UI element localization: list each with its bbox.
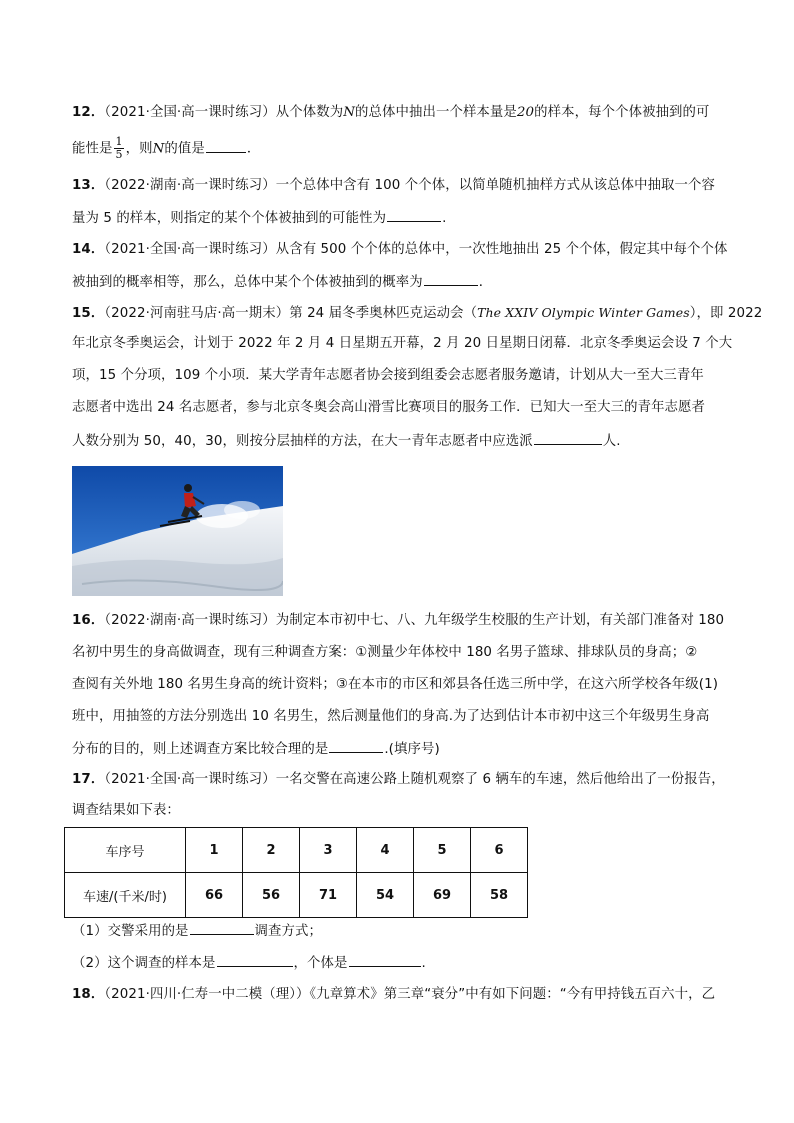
q16-answer-blank[interactable]	[329, 738, 383, 753]
q12-line2	[72, 136, 732, 163]
q18-number: 18．	[72, 987, 105, 1002]
q17-line1	[72, 770, 732, 790]
table-row	[65, 873, 528, 918]
q15-answer-blank[interactable]	[534, 430, 602, 445]
q17-text: 一名交警在高速公路上随机观察了 6 辆车的车速，然后他给出了一份报告，	[275, 772, 725, 787]
q12-answer-blank[interactable]	[206, 138, 246, 153]
q15-text: 人.	[602, 434, 621, 449]
table-header-cell: 车速/(千米/时)	[65, 873, 186, 918]
q16-text: 查阅有关外地 180 名男生身高的统计资料；③在本市的市区和郊县各任选三所中学，在这六所学校各年级(1)	[72, 677, 719, 692]
table-cell: 5	[414, 828, 471, 873]
q17-sub1	[72, 920, 732, 942]
q16-line2	[72, 643, 732, 663]
table-cell: 71	[300, 873, 357, 918]
q14-text: ．	[478, 275, 493, 290]
q13-line2	[72, 207, 732, 229]
q16-text: 分布的目的，则上述调查方案比较合理的是	[72, 742, 329, 757]
q17-text: ，个体是	[293, 956, 348, 971]
q13-text: 一个总体中含有 100 个个体，以简单随机抽样方式从该总体中抽取一个容	[275, 178, 716, 193]
q16-text: 名初中男生的身高做调查，现有三种调查方案：①测量少年体校中 180 名男子篮球、排球队员的身高；②	[72, 645, 698, 660]
q12-source: （2021·全国·高一课时练习）	[104, 105, 276, 120]
table-cell: 56	[243, 873, 300, 918]
fraction-denominator: 5	[115, 148, 123, 161]
q12-text: ．	[246, 141, 261, 157]
q12-text: 能性是	[72, 141, 113, 157]
q16-text: 为制定本市初中七、八、九年级学生校服的生产计划，有关部门准备对 180	[275, 613, 725, 628]
q17-text: .	[421, 956, 426, 971]
q14-text: 从含有 500 个个体的总体中，一次性地抽出 25 个个体，假定其中每个个体	[275, 242, 728, 257]
skier-image	[72, 466, 283, 596]
table-cell: 66	[186, 873, 243, 918]
q12-text: ，则	[125, 141, 153, 157]
q17-line2	[72, 801, 732, 821]
q12-text: 的样本，每个个体被抽到的可	[534, 105, 710, 120]
q15-text: ），即 2022	[689, 306, 763, 321]
q15-number: 15．	[72, 306, 105, 321]
table-header-cell: 车序号	[65, 828, 186, 873]
q15-text: 项，15 个分项，109 个小项．某大学青年志愿者协会接到组委会志愿者服务邀请，计划从大一至大三青年	[72, 368, 704, 383]
q17-sub1-blank[interactable]	[190, 920, 254, 935]
table-cell: 54	[357, 873, 414, 918]
q15-line1	[72, 303, 763, 324]
table-cell: 69	[414, 873, 471, 918]
q17-number: 17．	[72, 772, 105, 787]
q12-var: N	[343, 105, 356, 120]
q16-text: .(填序号)	[384, 742, 440, 757]
table-cell: 3	[300, 828, 357, 873]
q14-text: 被抽到的概率相等，那么，总体中某个个体被抽到的概率为	[72, 275, 423, 290]
q12-line1	[72, 103, 732, 123]
q12-text: 的值是	[164, 141, 205, 157]
q15-text: 人数分别为 50，40，30，则按分层抽样的方法，在大一青年志愿者中应选派	[72, 434, 533, 449]
q15-line3	[72, 366, 732, 386]
q18-source: （2021·四川·仁寿一中二模（理））	[104, 987, 310, 1002]
q14-answer-blank[interactable]	[424, 271, 478, 286]
q14-line1	[72, 240, 732, 260]
q12-text: 的总体中抽出一个样本量是	[355, 105, 517, 120]
table-cell: 4	[357, 828, 414, 873]
q15-line5	[72, 430, 732, 452]
table-row	[65, 828, 528, 873]
q12-number: 12．	[72, 105, 105, 120]
q18-text: 《九章算术》第三章“衰分”中有如下问题：“今有甲持钱五百六十，乙	[309, 987, 716, 1002]
q15-text: 年北京冬季奥运会，计划于 2022 年 2 月 4 日星期五开幕，2 月 20 日星期日闭幕．北京冬季奥运会设 7 个大	[72, 336, 733, 351]
q16-line1	[72, 611, 732, 631]
q17-source: （2021·全国·高一课时练习）	[104, 772, 276, 787]
q15-source: （2022·河南驻马店·高一期末）	[104, 306, 290, 321]
q15-text: 第 24 届冬季奥林匹克运动会（	[289, 306, 478, 321]
table-cell: 6	[471, 828, 528, 873]
q12-sample: 20	[516, 105, 535, 120]
q16-line4	[72, 707, 732, 727]
q18-line1	[72, 985, 732, 1005]
skier-photo	[72, 466, 283, 596]
q13-source: （2022·湖南·高一课时练习）	[104, 178, 276, 193]
q16-source: （2022·湖南·高一课时练习）	[104, 613, 276, 628]
q13-answer-blank[interactable]	[387, 207, 441, 222]
q16-line5	[72, 738, 732, 760]
q15-line2	[72, 334, 732, 354]
q12-fraction	[114, 136, 123, 161]
q14-number: 14．	[72, 242, 105, 257]
q17-text: （1）交警采用的是	[72, 924, 189, 939]
q15-games-name: The XXIV Olympic Winter Games	[477, 305, 690, 320]
q12-text: 从个体数为	[275, 105, 344, 120]
table-cell: 58	[471, 873, 528, 918]
q15-line4	[72, 398, 732, 418]
table-cell: 1	[186, 828, 243, 873]
q17-sub2-blank-sample[interactable]	[217, 952, 293, 967]
q13-text: 量为 5 的样本，则指定的某个个体被抽到的可能性为	[72, 211, 387, 226]
q17-text: 调查结果如下表：	[72, 803, 180, 818]
q13-number: 13．	[72, 178, 105, 193]
q17-text: （2）这个调查的样本是	[72, 956, 216, 971]
fraction-numerator: 1	[115, 135, 123, 148]
table-cell: 2	[243, 828, 300, 873]
q15-text: 志愿者中选出 24 名志愿者，参与北京冬奥会高山滑雪比赛项目的服务工作．已知大一至大三的青年志愿者	[72, 400, 706, 415]
q17-text: 调查方式；	[254, 924, 322, 939]
q13-line1	[72, 176, 732, 196]
q17-sub2-blank-individual[interactable]	[349, 952, 421, 967]
q14-line2	[72, 271, 732, 293]
q16-line3	[72, 675, 732, 695]
q16-text: 班中，用抽签的方法分别选出 10 名男生，然后测量他们的身高.为了达到估计本市初中这三个年级男生身高	[72, 709, 710, 724]
q16-number: 16．	[72, 613, 105, 628]
q12-var: N	[152, 141, 165, 157]
q13-text: .	[442, 211, 447, 226]
q14-source: （2021·全国·高一课时练习）	[104, 242, 276, 257]
q17-sub2	[72, 952, 732, 974]
speed-table	[64, 827, 528, 918]
